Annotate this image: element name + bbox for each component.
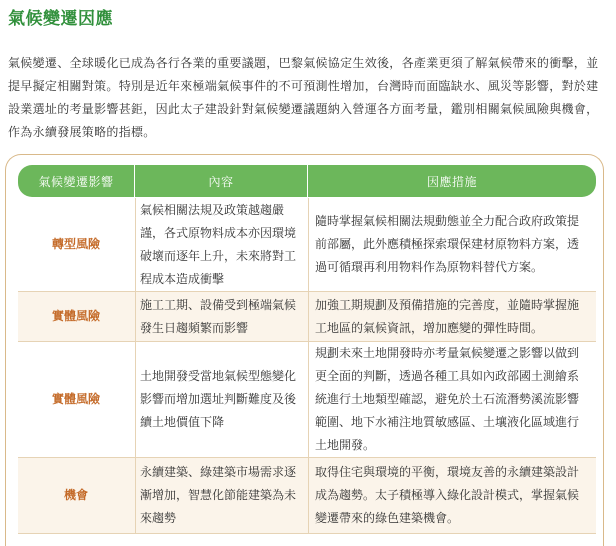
header-content: 內容 bbox=[135, 165, 307, 197]
table-row bbox=[18, 292, 596, 342]
row-content: 永續建築、綠建築市場需求逐漸增加，智慧化節能建築為未來趨勢 bbox=[135, 458, 307, 533]
row-category: 實體風險 bbox=[51, 309, 100, 323]
header-measures: 因應措施 bbox=[308, 165, 596, 197]
row-content: 土地開發受當地氣候型態變化影響而增加選址判斷難度及後續土地價值下降 bbox=[135, 342, 307, 457]
intro-paragraph: 氣候變遷、全球暖化已成為各行各業的重要議題，巴黎氣候協定生效後，各產業更須了解氣候帶來的衝擊，並提早擬定相關對策。特別是近年來極端氣候事件的不可預測性增加，台灣時而面臨缺水、風災等影響，對於建設業選址的考量影響甚鉅，因此太子建設針對氣候變遷議題納入營運各方面考量，鑑別相關氣候風險與機會，作為永續發展策略的指標。 bbox=[8, 56, 599, 139]
page-title: 氣候變遷因應 bbox=[8, 9, 113, 29]
row-category: 轉型風險 bbox=[51, 237, 100, 251]
row-category: 機會 bbox=[63, 488, 88, 502]
row-measure: 取得住宅與環境的平衡，環境友善的永續建築設計成為趨勢。太子積極導入綠化設計模式，掌握氣候變遷帶來的綠色建築機會。 bbox=[308, 458, 596, 533]
table-row bbox=[18, 342, 596, 458]
header-impact: 氣候變遷影響 bbox=[18, 165, 134, 197]
row-measure: 規劃未來土地開發時亦考量氣候變遷之影響以做到更全面的判斷，透過各種工具如內政部國土測繪系統進行土地類型確認，避免於土石流潛勢溪流影響範圍、地下水補注地質敏感區、土壤液化區域進行土地開發。 bbox=[308, 342, 596, 457]
row-content: 氣候相關法規及政策越趨嚴謹，各式原物料成本亦因環境破壞而逐年上升，未來將對工程成本造成衝擊 bbox=[135, 198, 307, 291]
row-measure: 加強工期規劃及預備措施的完善度，並隨時掌握施工地區的氣候資訊，增加應變的彈性時間。 bbox=[308, 292, 596, 341]
row-category: 實體風險 bbox=[51, 392, 100, 406]
table-row bbox=[18, 198, 596, 292]
row-content: 施工工期、設備受到極端氣候發生日趨頻繁而影響 bbox=[135, 292, 307, 341]
table-row bbox=[18, 458, 596, 534]
row-measure: 隨時掌握氣候相關法規動態並全力配合政府政策提前部屬，此外應積極探索環保建材原物料方案，透過可循環再利用物料作為原物料替代方案。 bbox=[308, 198, 596, 291]
